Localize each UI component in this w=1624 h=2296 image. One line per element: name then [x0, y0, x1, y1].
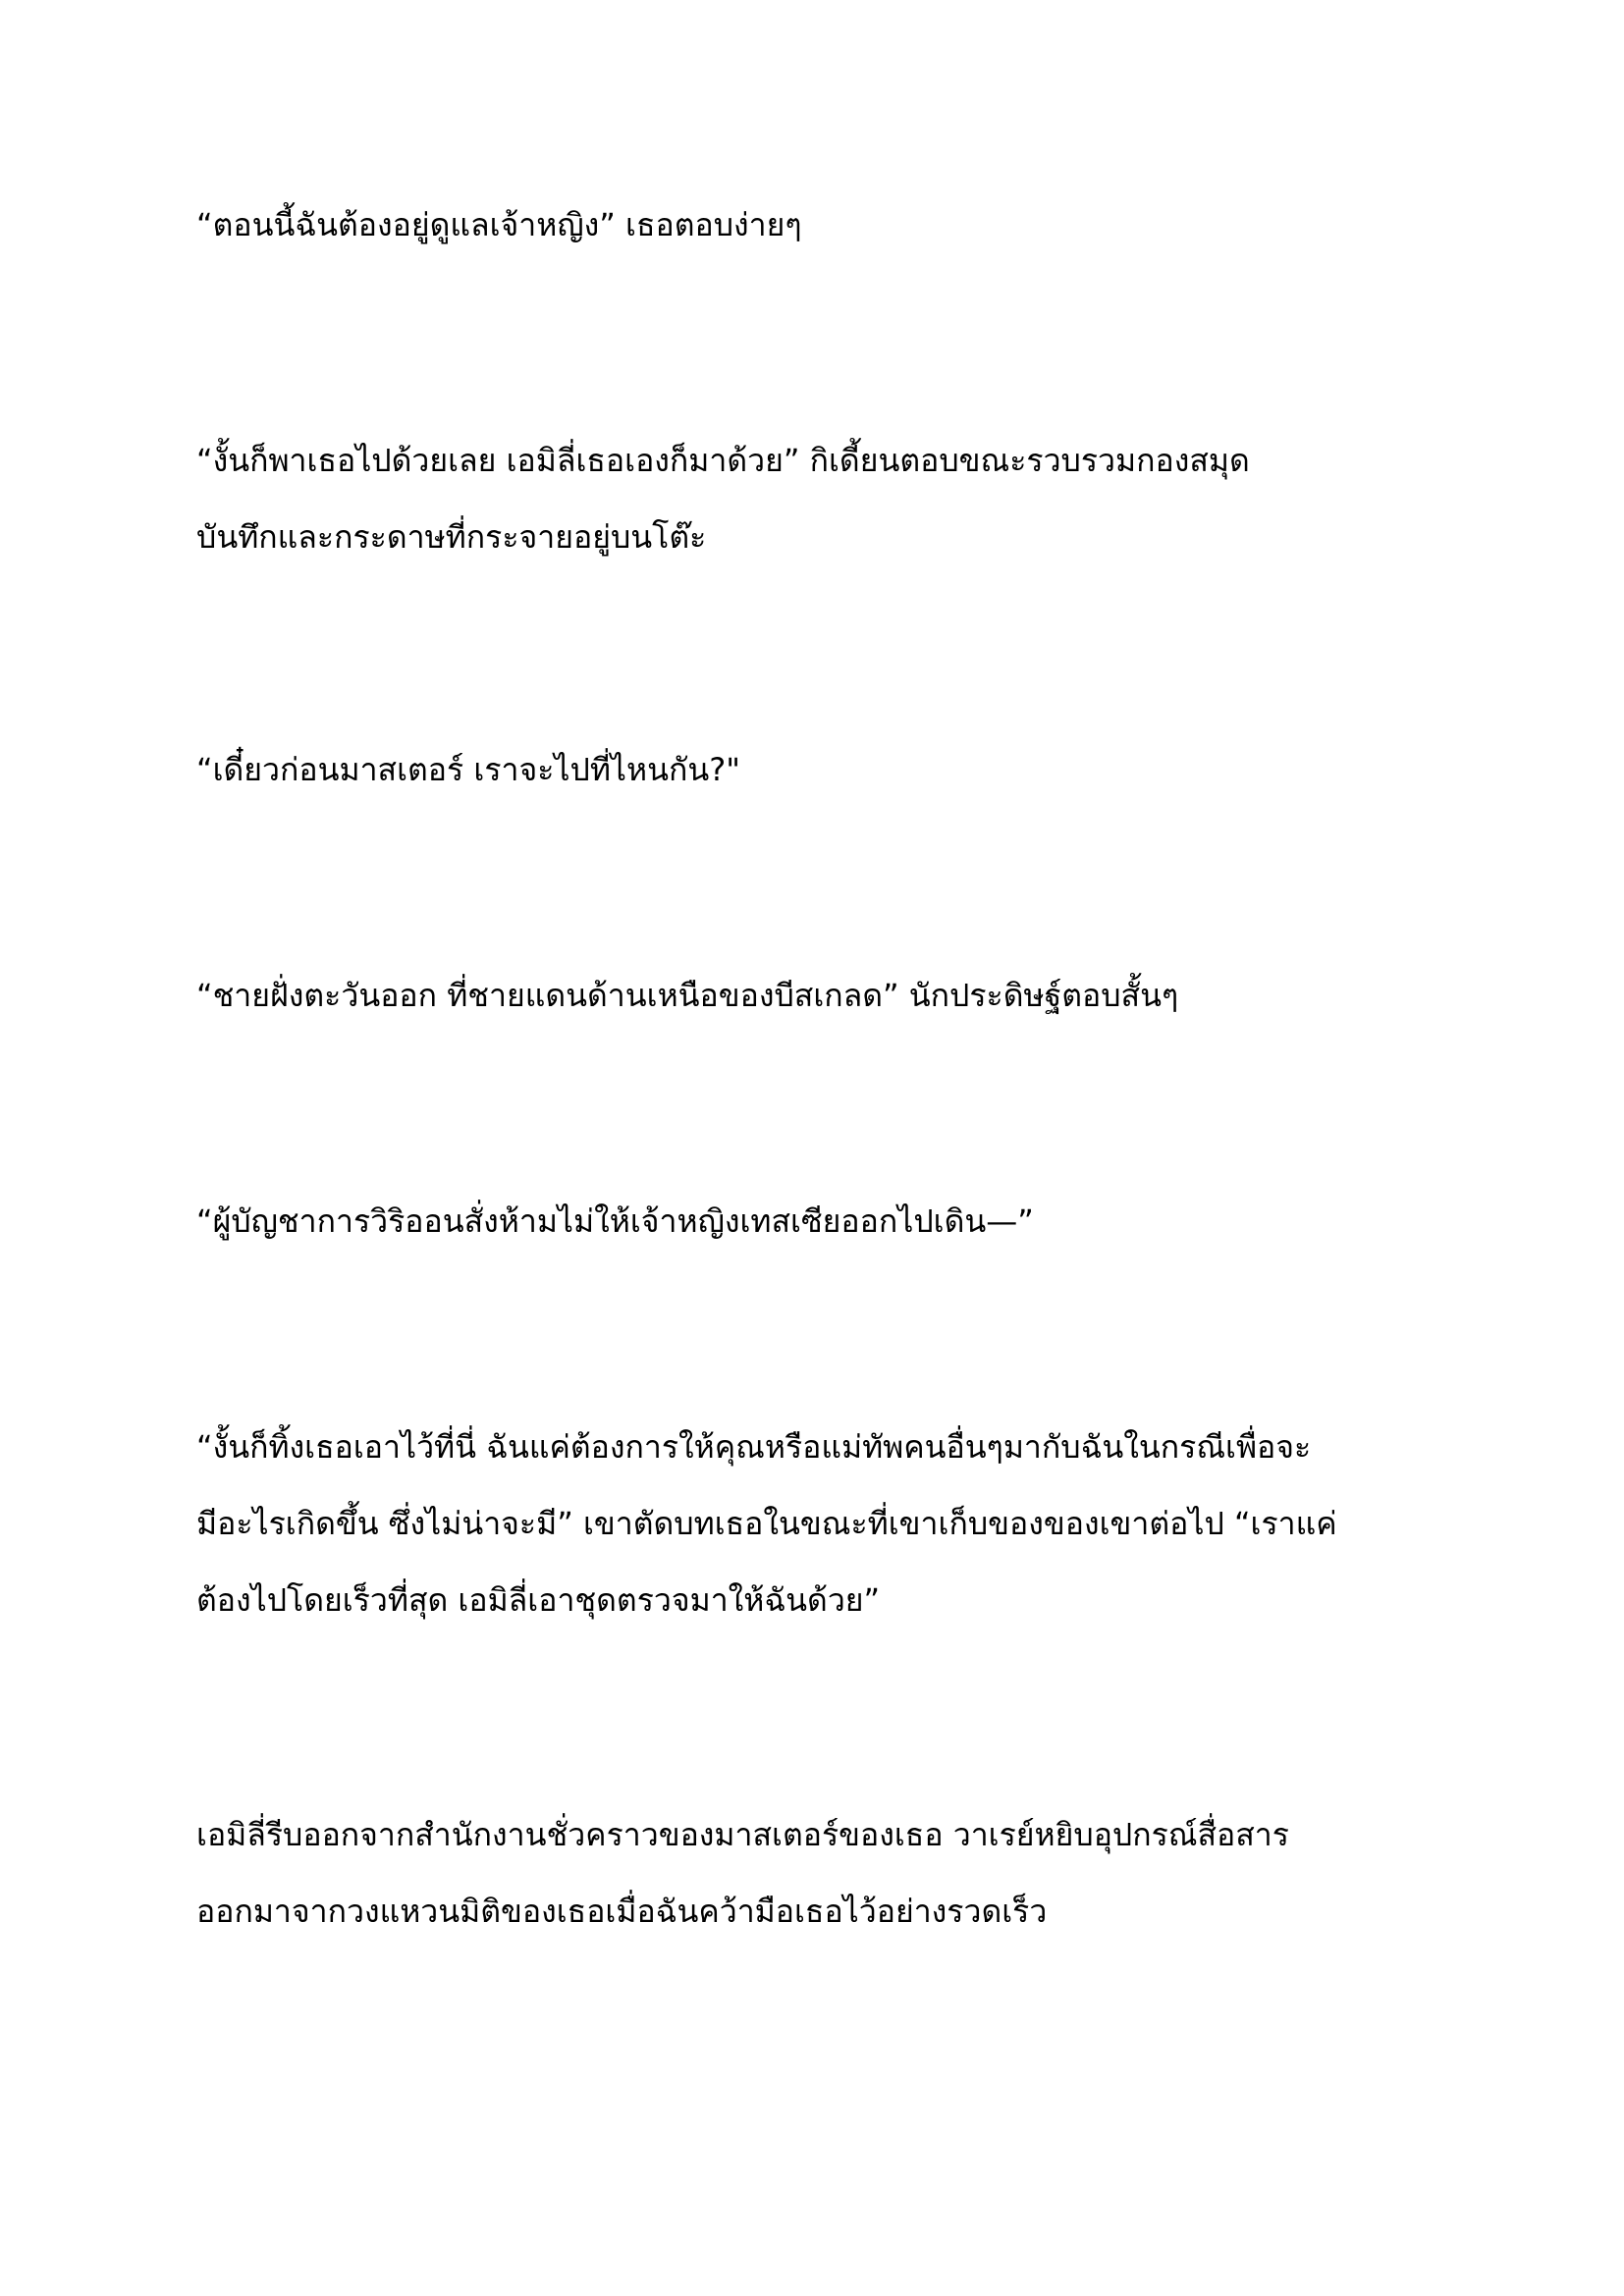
paragraph-1: “ตอนนี้ฉันต้องอยู่ดูแลเจ้าหญิง” เธอตอบง่ายๆ [196, 206, 802, 243]
paragraph-2: “งั้นก็พาเธอไปด้วยเลย เอมิลี่เธอเองก็มาด้วย” กิเดี้ยนตอบขณะรวบรวมกองสมุด บันทึกและกระดาษที่กระจายอยู่บนโต๊ะ [196, 442, 1250, 556]
paragraph-6: “งั้นก็ทิ้งเธอเอาไว้ที่นี่ ฉันแค่ต้องการให้คุณหรือแม่ทัพคนอื่นๆมากับฉันในกรณีเพื่อจะ มีอะไรเกิดขึ้น ซึ่งไม่น่าจะมี” เขาตัดบทเธอในขณะที่เขาเก็บของของเขาต่อไป “เราแค่ ต้องไปโดยเร็วที่สุด เอมิลี่เอาชุดตรวจมาให้ฉันด้วย” [196, 1428, 1337, 1619]
paragraph-3: “เดี๋ยวก่อนมาสเตอร์ เราจะไปที่ไหนกัน?" [196, 751, 740, 788]
paragraph-4: “ชายฝั่งตะวันออก ที่ชายแดนด้านเหนือของบีสเกลด” นักประดิษฐ์ตอบสั้นๆ [196, 977, 1179, 1014]
paragraph-7: เอมิลี่รีบออกจากสำนักงานชั่วคราวของมาสเตอร์ของเธอ วาเรย์หยิบอุปกรณ์สื่อสาร ออกมาจากวงแหวนมิติของเธอเมื่อฉันคว้ามือเธอไว้อย่างรวดเร็ว [196, 1816, 1289, 1930]
paragraph-5: “ผู้บัญชาการวิริออนสั่งห้ามไม่ให้เจ้าหญิงเทสเซียออกไปเดิน—” [196, 1202, 1034, 1240]
